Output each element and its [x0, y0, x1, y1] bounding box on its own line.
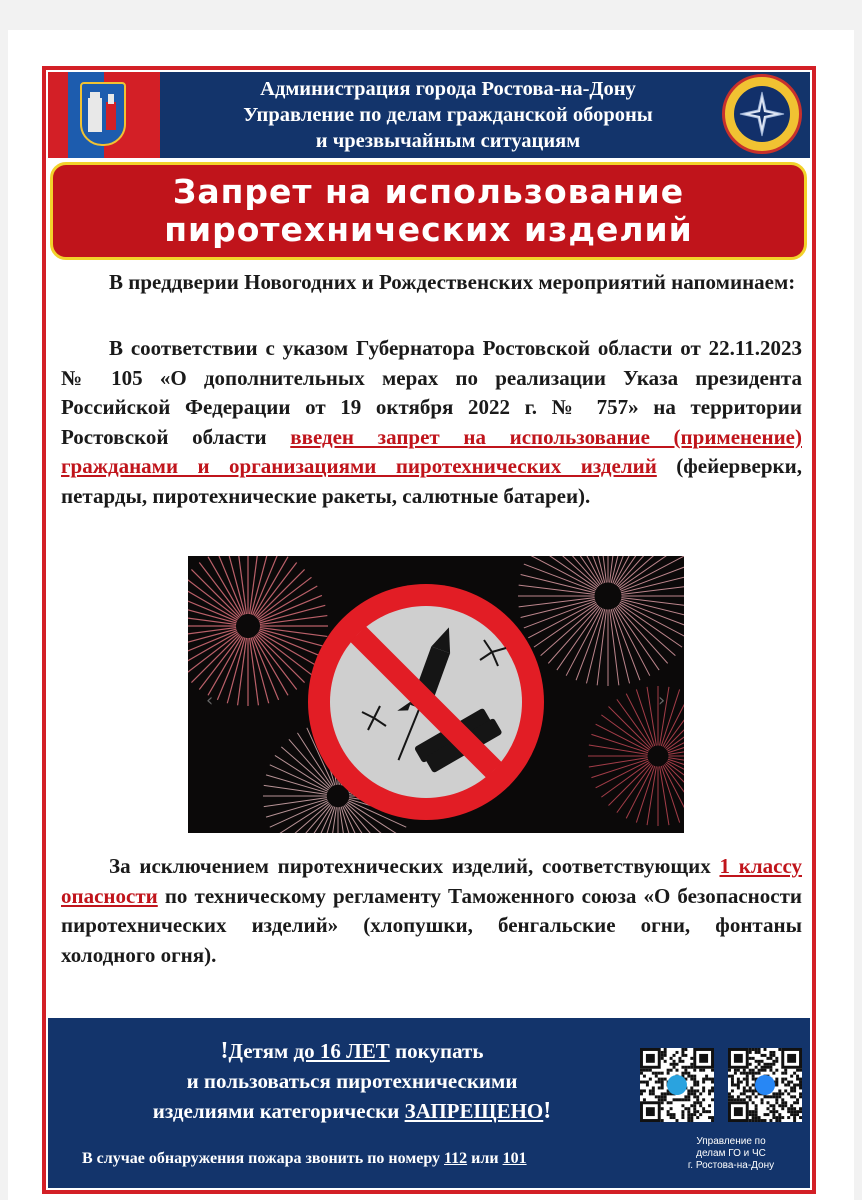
intro-text: В преддверии Новогодних и Рождественских мероприятий напоминаем:: [109, 270, 796, 294]
telegram-qr-code[interactable]: [640, 1048, 714, 1122]
org-note: Управление по делам ГО и ЧС г. Ростова-на-Дону: [687, 1136, 775, 1171]
vk-qr-code[interactable]: [728, 1048, 802, 1122]
hazard-class-highlight: 1 классу опасности: [61, 854, 802, 908]
svg-text:‹: ‹: [206, 690, 214, 711]
header-line-3: и чрезвычайным ситуациям: [315, 130, 581, 152]
title-line-1: Запрет на использование: [172, 172, 685, 211]
header-titles: [168, 76, 728, 154]
no-fireworks-image: [188, 556, 684, 833]
decree-paragraph: [61, 334, 802, 511]
svg-text:›: ›: [658, 690, 666, 711]
title-banner: [50, 162, 807, 260]
phone-101: 101: [502, 1150, 527, 1167]
phone-112: 112: [444, 1150, 468, 1167]
city-flag-emblem: [48, 72, 160, 158]
vk-icon: [755, 1075, 775, 1095]
emergency-dept-emblem-icon: [722, 74, 802, 154]
title-line-2: пиротехнических изделий: [164, 210, 693, 249]
exception-items-text: по техническому регламенту Таможенного союза «О безопасности пиротехнических изделий» (хлопушки, бенгальские огни, фонтаны холодного огня).: [61, 883, 802, 967]
warning-line-3: изделиями категорически ЗАПРЕЩЕНО!: [152, 1098, 552, 1124]
ban-highlight: введен запрет на использование (применение) гражданами и организациями пиротехнических изделий: [61, 424, 802, 478]
warning-footer: [48, 1018, 810, 1188]
header-line-2: Управление по делам гражданской обороны: [243, 104, 653, 126]
decree-items-text: (фейерверки, петарды, пиротехнические ракеты, салютные батареи).: [61, 454, 803, 508]
coat-of-arms-icon: [80, 82, 126, 146]
decree-text: В соответствии с указом Губернатора Ростовской области от 22.11.2023 № 105 «О дополнительных мерах по реализации Указа президента Российской Федерации от 19 октября 2022 г. № 757» на территории Ростовской области: [61, 336, 802, 449]
telegram-icon: [667, 1075, 687, 1095]
header-line-1: Администрация города Ростова-на-Дону: [260, 78, 636, 100]
fire-call-line: В случае обнаружения пожара звонить по номеру 112 или 101: [82, 1150, 527, 1167]
header-band: [48, 72, 810, 158]
intro-paragraph: [61, 268, 802, 298]
warning-line-1: !Детям до 16 ЛЕТ покупать: [220, 1038, 484, 1064]
exception-paragraph: [61, 852, 802, 970]
warning-line-2: и пользоваться пиротехническими: [186, 1069, 518, 1093]
exception-text: За исключением пиротехнических изделий, соответствующих: [109, 854, 720, 878]
